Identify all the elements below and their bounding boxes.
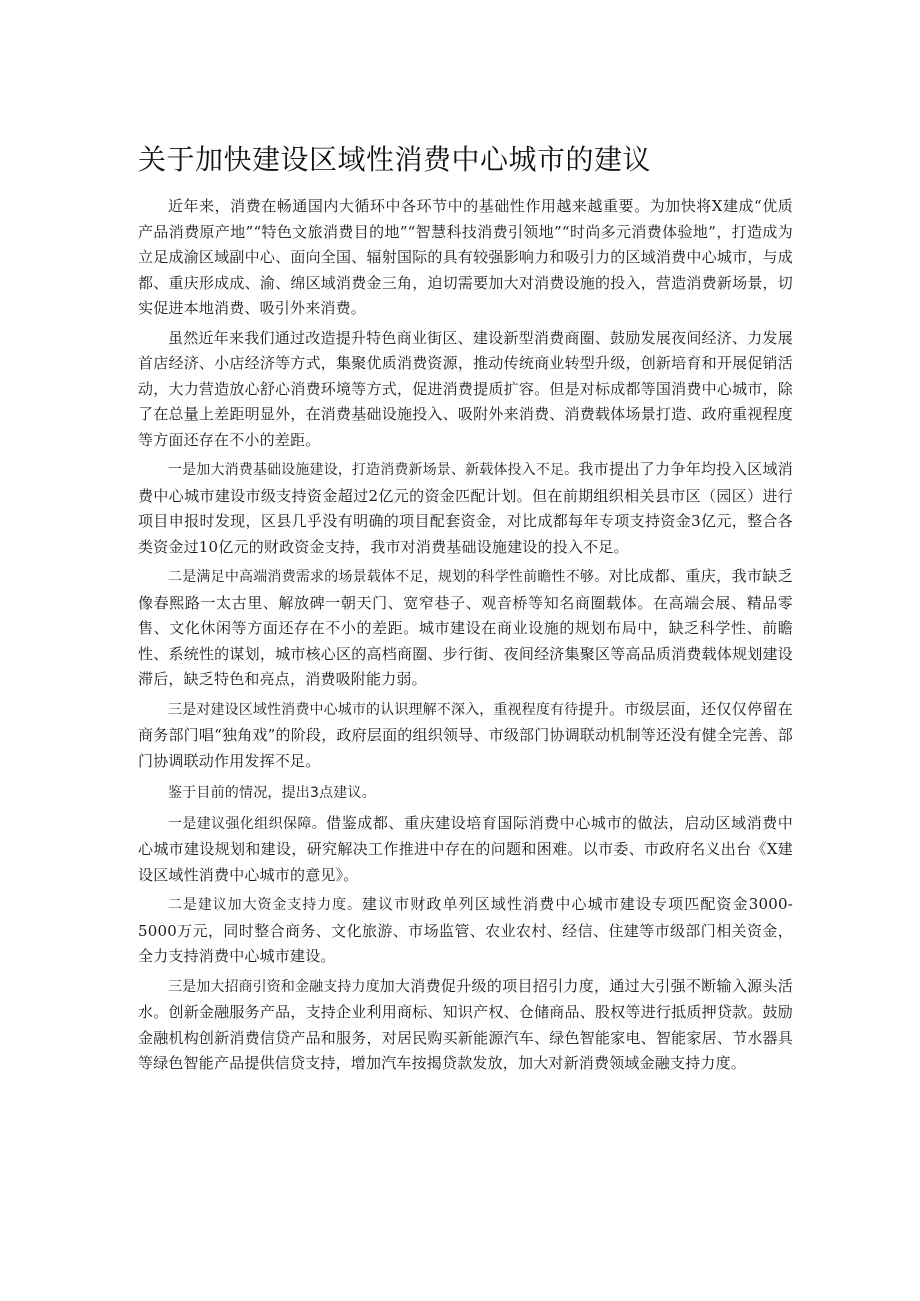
paragraph-lead: 三是加大招商引资和金融支持力度 bbox=[168, 978, 380, 995]
paragraph-text: 建议市财政单列区域性消费中心城市建设专项匹配资金3000-5000万元，同时整合商务、文化旅游、市场监管、农业农村、经信、住建等市级部门相关资金，全力支持消费中心城市建设。 bbox=[138, 895, 794, 965]
paragraph-suggestion-3 bbox=[138, 974, 793, 1077]
paragraph-suggestion-1 bbox=[138, 811, 793, 889]
document-title: 关于加快建设区域性消费中心城市的建议 bbox=[138, 143, 652, 176]
paragraph-suggestion-intro bbox=[138, 780, 793, 807]
paragraph-text: 近年来，消费在畅通国内大循环中各环节中的基础性作用越来越重要。为加快将X建成“优质产品消费原产地”“特色文旅消费目的地”“智慧科技消费引领地”“时尚多元消费体验地”，打造成为立足成渝区域副中心、面向全国、辐射国际的具有较强影响力和吸引力的区域消费中心城市，与成都、重庆形成成、渝、绵区域消费金三角，迫切需要加大对消费设施的投入，营造消费新场景，切实促进本地消费、吸引外来消费。 bbox=[138, 197, 793, 317]
paragraph-text: 借鉴成都、重庆建设培育国际消费中心城市的做法，启动区域消费中心城市建设规划和建设，研究解决工作推进中存在的问题和困难。以市委、市政府名义出台《X建设区域性消费中心城市的意见》。 bbox=[138, 813, 793, 884]
paragraph-lead: 二是建议加大资金支持力度。 bbox=[168, 897, 362, 913]
paragraph-lead: 三是对建设区域性消费中心城市的认识理解不深入，重视程度有待 bbox=[168, 701, 579, 718]
paragraph-lead: 一是加大消费基础设施建设，打造消费新场景、新载体投入不足。 bbox=[168, 462, 579, 478]
paragraph-text: 对比成都、重庆，我市缺乏像春熙路一太古里、解放碑一朝天门、宽窄巷子、观音桥等知名商圈载体。在高端会展、精品零售、文化休闲等方面还存在不小的差距。城市建设在商业设施的规划布局中，缺乏科学性、前瞻性、系统性的谋划，城市核心区的高档商圈、步行街、夜间经济集聚区等高品质消费载体规划建设滞后，缺乏特色和亮点，消费吸附能力弱。 bbox=[138, 567, 793, 688]
paragraph-text: 加大消费促升级的项目招引力度，通过大引强不断输入源头活水。创新金融服务产品，支持企业利用商标、知识产权、仓储商品、股权等进行抵质押贷款。鼓励金融机构创新消费信贷产品和服务，对居民购买新能源汽车、绿色智能家电、智能家居、节水器具等绿色智能产品提供信贷支持，增加汽车按揭贷款发放，加大对新消费领域金融支持力度。 bbox=[138, 976, 794, 1072]
paragraph-lead: 一是建议强化组织保障。 bbox=[168, 815, 327, 832]
paragraph-suggestion-2 bbox=[138, 892, 793, 970]
paragraph-lead: 鉴于目前的情况，提出3点建议。 bbox=[168, 785, 376, 801]
paragraph-intro bbox=[138, 194, 793, 322]
paragraph-lead: 二是满足中高端消费需求的场景载体不足，规划的科学性前瞻性不够。 bbox=[168, 569, 609, 585]
paragraph-text: 虽然近年来我们通过改造提升特色商业街区、建设新型消费商圈、鼓励发展夜间经济、力发展首店经济、小店经济等方式，集聚优质消费资源，推动传统商业转型升级，创新培育和开展促销活动，大力营造放心舒心消费环境等方式，促进消费提质扩容。但是对标成都等国消费中心城市，除了在总量上差距明显外，在消费基础设施投入、吸附外来消费、消费载体场景打造、政府重视程度等方面还存在不小的差距。 bbox=[138, 328, 793, 449]
paragraph-text: 我市提出了力争年均投入区域消费中心城市建设市级支持资金超过2亿元的资金匹配计划。但在前期组织相关县市区（园区）进行项目申报时发现，区县几乎没有明确的项目配套资金，对比成都每年专项支持资金3亿元，整合各类资金过10亿元的财政资金支持，我市对消费基础设施建设的投入不足。 bbox=[138, 460, 793, 556]
paragraph-gap bbox=[138, 326, 793, 454]
paragraph-issue-2 bbox=[138, 564, 793, 693]
document-page bbox=[138, 140, 793, 1081]
paragraph-text: 提升。市级层面，还仅仅停留在商务部门唱“独角戏”的阶段，政府层面的组织领导、市级部门协调联动机制等还没有健全完善、部门协调联动作用发挥不足。 bbox=[138, 699, 793, 770]
paragraph-issue-1 bbox=[138, 457, 793, 560]
paragraph-issue-3 bbox=[138, 697, 793, 775]
